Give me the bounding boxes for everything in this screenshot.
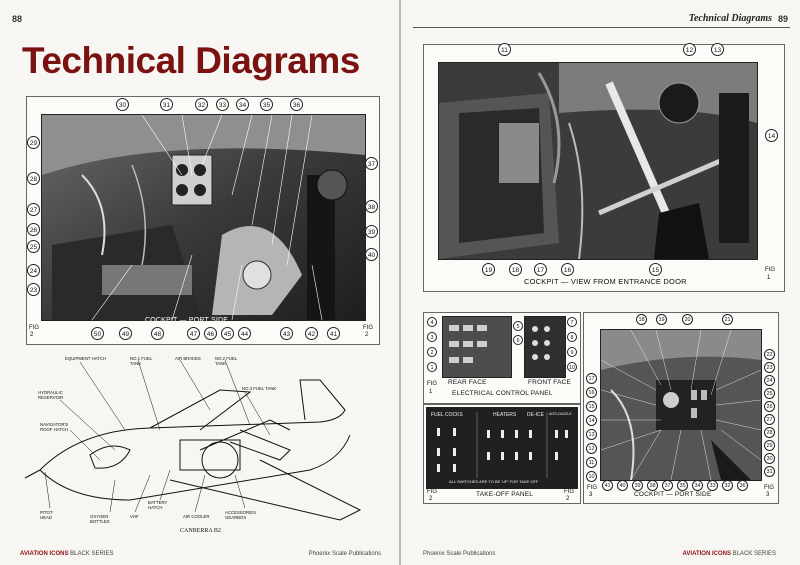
callout: 50 bbox=[91, 327, 104, 340]
page-number-left: 88 bbox=[12, 14, 23, 24]
label-vhf: VHF bbox=[130, 514, 139, 519]
callout: 31 bbox=[160, 98, 173, 111]
label-oxygen-bottles: OXYGEN BOTTLES bbox=[90, 514, 110, 524]
callout: 25 bbox=[764, 388, 775, 399]
callout: 30 bbox=[116, 98, 129, 111]
callout: 19 bbox=[656, 314, 667, 325]
callout: 40 bbox=[617, 480, 628, 491]
callout: 6 bbox=[513, 335, 523, 345]
callout: 41 bbox=[327, 327, 340, 340]
takeoff-note: ALL SWITCHES ARE TO BE 'UP' FOR TAKE OFF bbox=[449, 479, 539, 484]
callout: 29 bbox=[27, 136, 40, 149]
front-face-art bbox=[525, 317, 565, 377]
callout: 37 bbox=[662, 480, 673, 491]
callout: 34 bbox=[236, 98, 249, 111]
callout: 38 bbox=[647, 480, 658, 491]
takeoff-panel-art bbox=[427, 408, 577, 488]
callout: 26 bbox=[27, 223, 40, 236]
footer-series-left bbox=[20, 551, 113, 557]
entrance-photo-art bbox=[439, 63, 757, 259]
callout: 34 bbox=[692, 480, 703, 491]
entrance-caption: COCKPIT — VIEW FROM ENTRANCE DOOR bbox=[524, 277, 687, 286]
callout: 33 bbox=[707, 480, 718, 491]
callout: 31 bbox=[764, 466, 775, 477]
callout: 35 bbox=[260, 98, 273, 111]
callout: 37 bbox=[365, 157, 378, 170]
port-side-small-caption: COCKPIT — PORT SIDE bbox=[634, 491, 712, 498]
callout: 17 bbox=[534, 263, 547, 276]
label-pitot-head: PITOT HEAD bbox=[40, 510, 53, 520]
cockpit-port-side-photo bbox=[41, 114, 366, 321]
callout: 45 bbox=[221, 327, 234, 340]
label-hydraulic-reservoir: HYDRAULIC RESERVOIR bbox=[38, 390, 64, 400]
heading-fuel-cocks: FUEL COCKS bbox=[431, 412, 463, 418]
callout: 16 bbox=[561, 263, 574, 276]
callout: 32 bbox=[195, 98, 208, 111]
fig-number: 1 bbox=[767, 275, 771, 281]
callout: 18 bbox=[636, 314, 647, 325]
entrance-view-photo bbox=[438, 62, 758, 260]
entrance-view-plate bbox=[423, 44, 785, 292]
fig-label: FIG bbox=[564, 489, 574, 495]
fig-label: FIG bbox=[764, 485, 774, 491]
running-head: Technical Diagrams bbox=[688, 13, 772, 24]
fig-label: FIG bbox=[29, 325, 39, 331]
callout: 49 bbox=[119, 327, 132, 340]
callout: 40 bbox=[365, 248, 378, 261]
label-navigators-roof-hatch: NAVIGATOR'S ROOF HATCH bbox=[40, 422, 69, 432]
label-fuel-tank-1: NO.1 FUEL TANK bbox=[130, 356, 153, 366]
footer-series-rest: BLACK SERIES bbox=[730, 551, 776, 557]
callout: 20 bbox=[682, 314, 693, 325]
right-page bbox=[401, 0, 800, 565]
fig-number: 1 bbox=[429, 389, 433, 395]
callout: 16 bbox=[586, 387, 597, 398]
callout: 30 bbox=[764, 453, 775, 464]
callout: 14 bbox=[586, 415, 597, 426]
rear-face-label: REAR FACE bbox=[448, 379, 487, 386]
callout: 15 bbox=[586, 401, 597, 412]
aircraft-cutaway-art bbox=[20, 350, 380, 535]
front-face-label: FRONT FACE bbox=[528, 379, 572, 386]
callout: 27 bbox=[27, 203, 40, 216]
page-title: Technical Diagrams bbox=[22, 40, 360, 81]
header-rule bbox=[413, 27, 790, 28]
callout: 23 bbox=[27, 283, 40, 296]
heading-anti-dazzle: ANTI-DAZZLE bbox=[549, 412, 572, 416]
callout: 21 bbox=[722, 314, 733, 325]
takeoff-panel-photo bbox=[426, 407, 578, 489]
label-air-brakes: AIR BRAKES bbox=[175, 356, 201, 361]
callout: 41 bbox=[602, 480, 613, 491]
callout: 11 bbox=[498, 43, 511, 56]
label-fuel-tank-3: NO.3 FUEL TANK bbox=[242, 386, 277, 391]
footer-series-right bbox=[683, 551, 776, 557]
fig-number: 2 bbox=[566, 496, 570, 502]
callout: 15 bbox=[649, 263, 662, 276]
front-face-photo bbox=[524, 316, 566, 378]
callout: 28 bbox=[27, 172, 40, 185]
fig-number: 2 bbox=[429, 496, 433, 502]
page-number-right: 89 bbox=[777, 14, 788, 24]
fig-number: 3 bbox=[766, 492, 770, 498]
callout: 39 bbox=[365, 225, 378, 238]
callout: 2 bbox=[427, 347, 437, 357]
rear-face-photo bbox=[442, 316, 512, 378]
callout: 17 bbox=[586, 373, 597, 384]
callout: 19 bbox=[482, 263, 495, 276]
callout: 12 bbox=[683, 43, 696, 56]
callout: 43 bbox=[280, 327, 293, 340]
fig-label: FIG bbox=[765, 267, 775, 273]
callout: 7 bbox=[567, 317, 577, 327]
callout: 4 bbox=[427, 317, 437, 327]
footer-publisher-left: Phoenix Scale Publications bbox=[308, 551, 381, 557]
callout: 42 bbox=[305, 327, 318, 340]
callout: 47 bbox=[187, 327, 200, 340]
callout: 13 bbox=[586, 429, 597, 440]
label-air-cooler: AIR COOLER bbox=[183, 514, 210, 519]
callout: 14 bbox=[765, 129, 778, 142]
callout: 48 bbox=[151, 327, 164, 340]
callout: 44 bbox=[238, 327, 251, 340]
footer-series-bold: AVIATION ICONS bbox=[20, 551, 69, 557]
callout: 13 bbox=[711, 43, 724, 56]
left-page bbox=[0, 0, 399, 565]
fig-label: FIG bbox=[587, 485, 597, 491]
callout: 5 bbox=[513, 321, 523, 331]
fig-number: 2 bbox=[365, 332, 369, 338]
electrical-panel-caption: ELECTRICAL CONTROL PANEL bbox=[452, 390, 553, 397]
callout: 25 bbox=[27, 240, 40, 253]
electrical-panel-plate bbox=[423, 312, 581, 404]
callout: 33 bbox=[216, 98, 229, 111]
fig-label: FIG bbox=[427, 489, 437, 495]
label-equipment-hatch: EQUIPMENT HATCH bbox=[65, 356, 107, 361]
cockpit-port-side-plate bbox=[26, 96, 380, 345]
canberra-cutaway-drawing bbox=[20, 350, 380, 535]
callout: 22 bbox=[764, 349, 775, 360]
callout: 10 bbox=[567, 362, 577, 372]
callout: 3 bbox=[427, 332, 437, 342]
port-side-small-photo bbox=[600, 329, 762, 481]
callout: 24 bbox=[764, 375, 775, 386]
fig-number: 2 bbox=[30, 332, 34, 338]
callout: 23 bbox=[764, 362, 775, 373]
callout: 8 bbox=[567, 332, 577, 342]
callout: 29 bbox=[764, 440, 775, 451]
fig-label: FIG bbox=[363, 325, 373, 331]
aircraft-name: CANBERRA B2 bbox=[180, 528, 221, 534]
cockpit-port-caption: COCKPIT — PORT SIDE bbox=[145, 317, 229, 324]
port-side-small-plate bbox=[583, 312, 779, 504]
takeoff-panel-caption: TAKE-OFF PANEL bbox=[476, 491, 534, 498]
fig-label: FIG bbox=[427, 381, 437, 387]
callout: 39 bbox=[632, 480, 643, 491]
callout: 38 bbox=[365, 200, 378, 213]
label-battery-hatch: BATTERY HATCH bbox=[148, 500, 168, 510]
cockpit-photo-art bbox=[42, 115, 365, 320]
callout: 9 bbox=[567, 347, 577, 357]
callout: 12 bbox=[586, 443, 597, 454]
callout: 32 bbox=[722, 480, 733, 491]
callout: 28 bbox=[764, 427, 775, 438]
callout: 46 bbox=[204, 327, 217, 340]
rear-face-art bbox=[443, 317, 511, 377]
callout: 36 bbox=[737, 480, 748, 491]
callout: 27 bbox=[764, 414, 775, 425]
takeoff-panel-plate bbox=[423, 404, 581, 504]
label-fuel-tank-2: NO.2 FUEL TANK bbox=[215, 356, 238, 366]
callout: 26 bbox=[764, 401, 775, 412]
heading-heaters: HEATERS bbox=[493, 412, 517, 418]
port-side-small-art bbox=[601, 330, 761, 480]
footer-series-rest: BLACK SERIES bbox=[68, 551, 114, 557]
footer-series-bold: AVIATION ICONS bbox=[682, 551, 731, 557]
callout: 10 bbox=[586, 471, 597, 482]
callout: 1 bbox=[427, 362, 437, 372]
callout: 18 bbox=[509, 263, 522, 276]
callout: 35 bbox=[677, 480, 688, 491]
callout: 36 bbox=[290, 98, 303, 111]
label-accessories-gearbox: ACCESSORIES GEARBOX bbox=[225, 510, 257, 520]
fig-number: 3 bbox=[589, 492, 593, 498]
heading-de-ice: DE-ICE bbox=[527, 412, 544, 418]
footer-publisher-right: Phoenix Scale Publications bbox=[423, 551, 496, 557]
callout: 11 bbox=[586, 457, 597, 468]
callout: 24 bbox=[27, 264, 40, 277]
